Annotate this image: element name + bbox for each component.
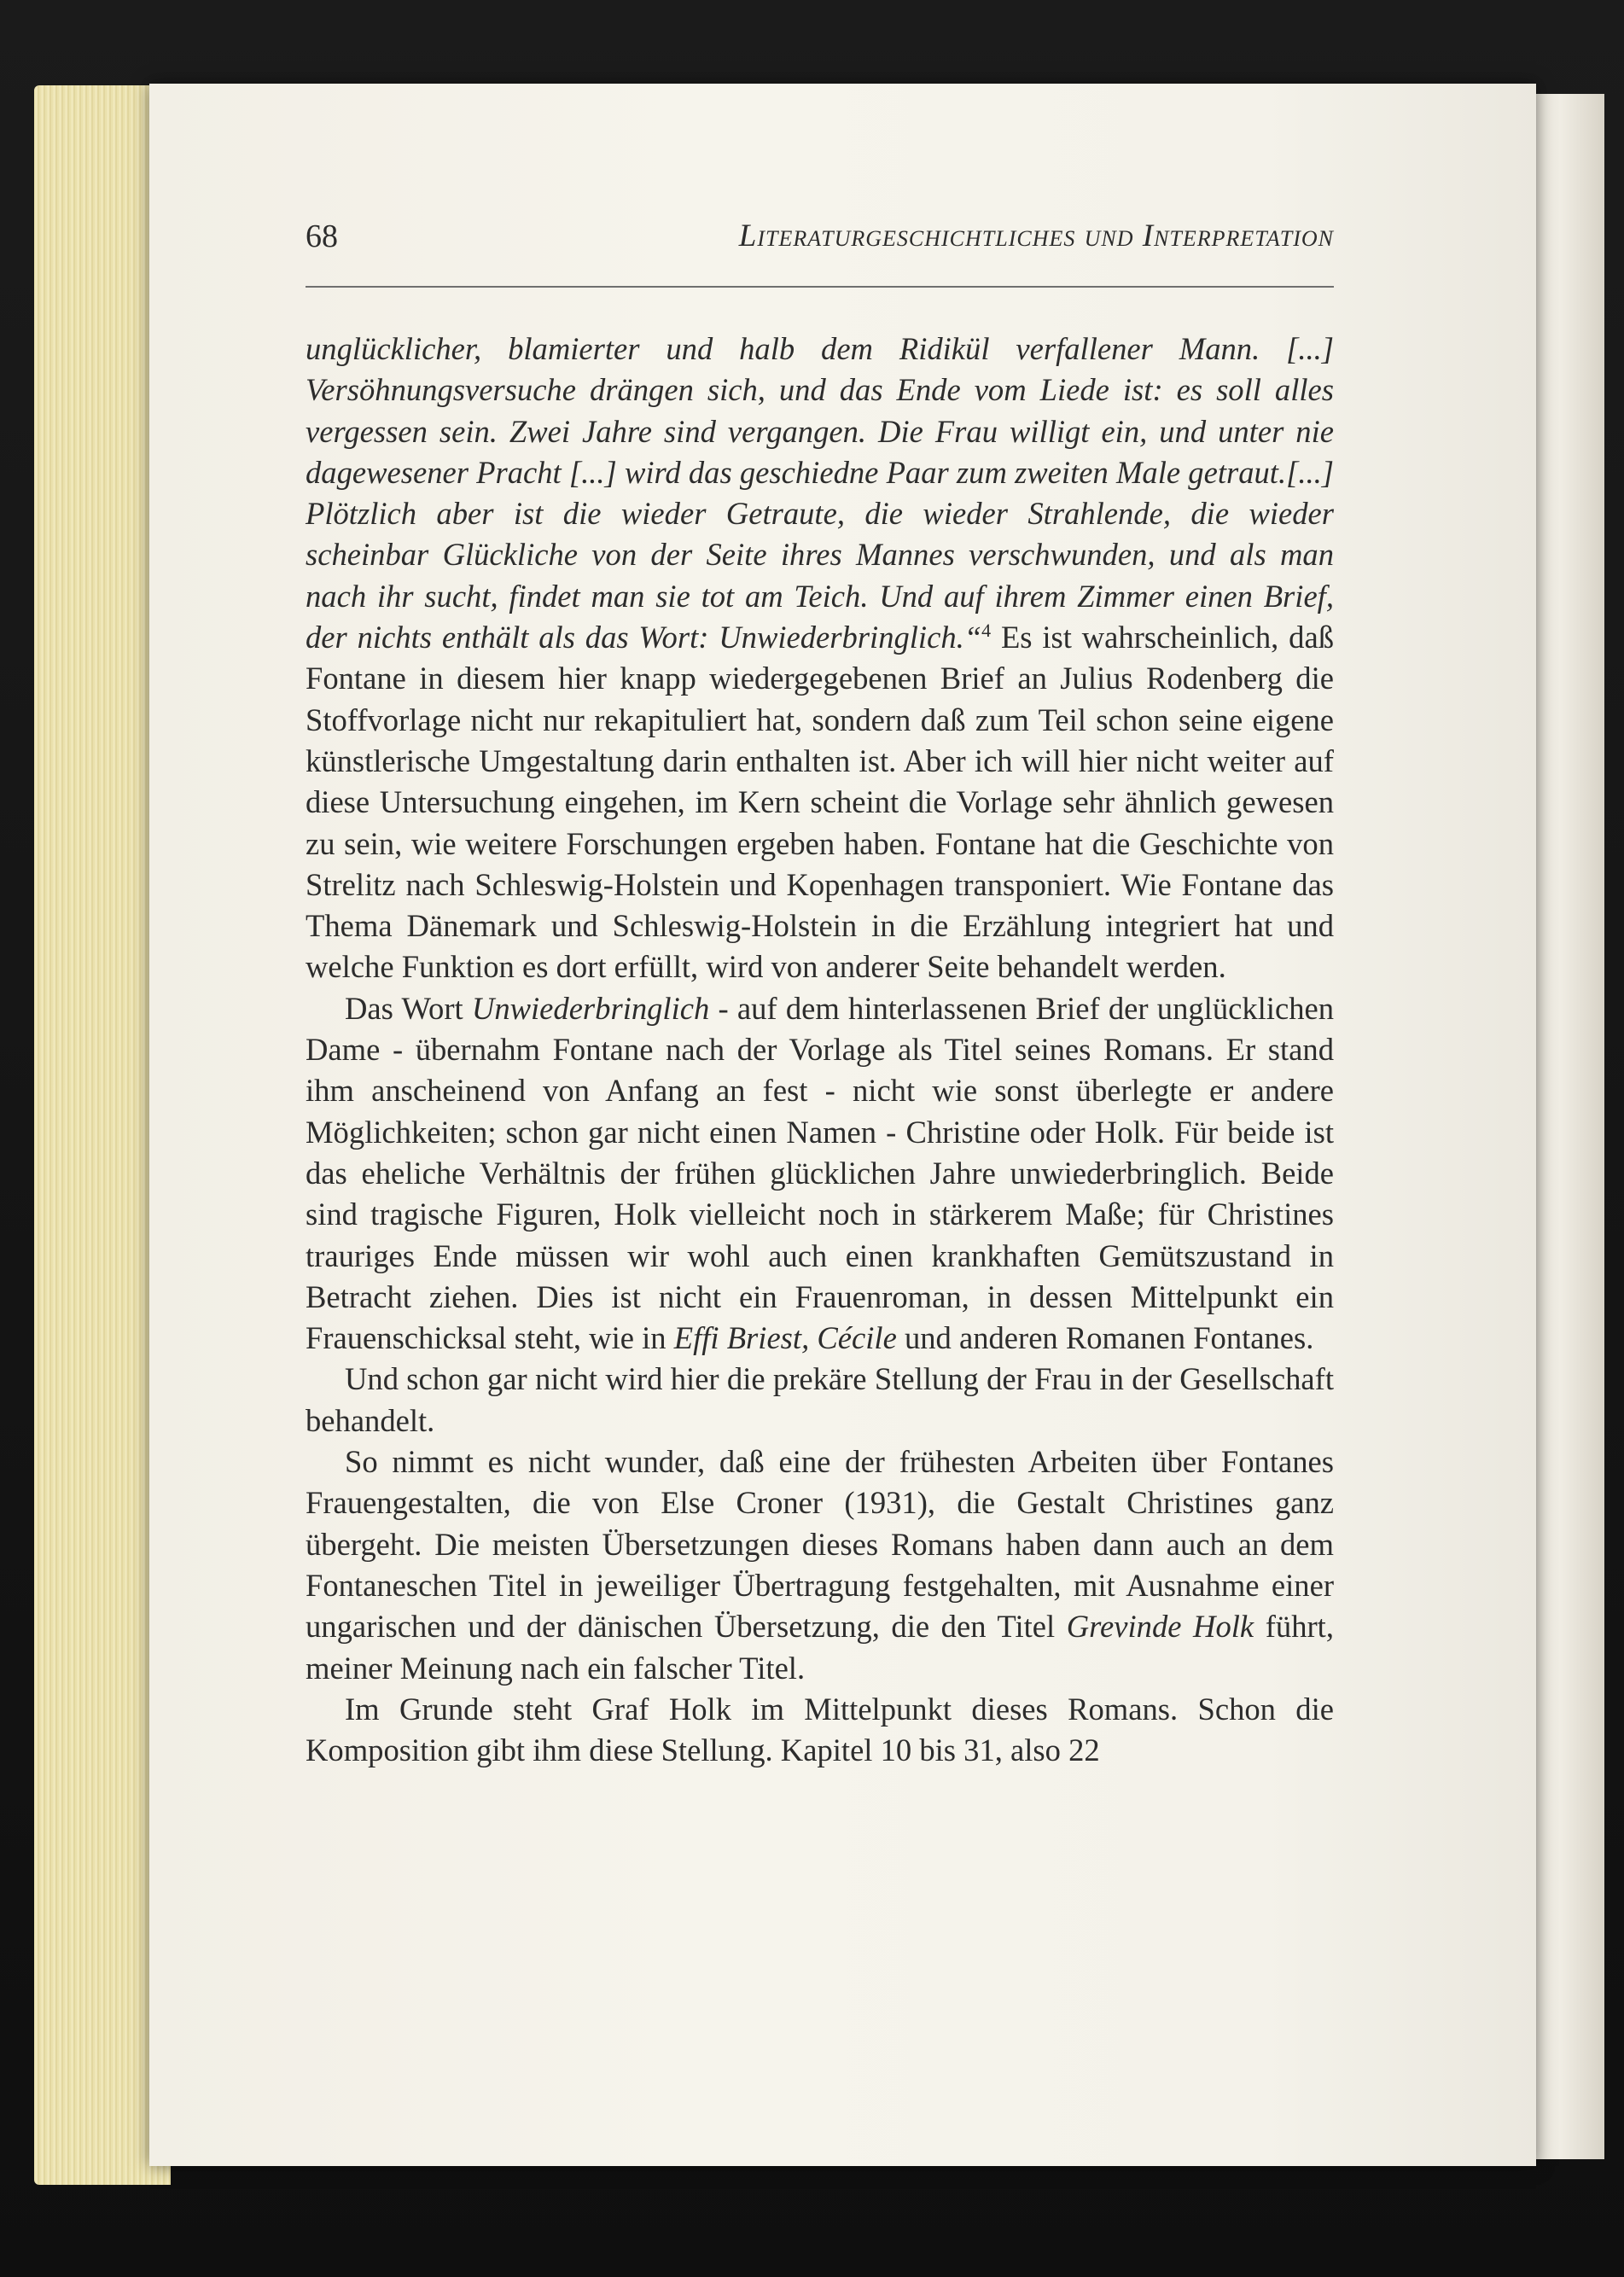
title-effi-briest-cecile: Effi Briest, Cécile — [673, 1320, 897, 1356]
title-unwiederbringlich: Unwiederbringlich — [471, 990, 710, 1026]
paragraph-1 — [306, 329, 1334, 988]
title-grevinde-holk: Grevinde Holk — [1066, 1609, 1254, 1645]
text-frame — [306, 218, 1334, 1771]
footnote-marker: 4 — [981, 619, 992, 641]
paragraph-3: Und schon gar nicht wird hier die prekäre Stellung der Frau in der Gesellschaft behandelt. — [306, 1361, 1334, 1438]
running-head — [306, 218, 1334, 288]
paragraph-1-rest: Es ist wahrscheinlich, daß Fontane in diesem hier knapp wiedergegebenen Brief an Julius Rodenberg die Stoffvorlage nicht nur rekapituliert hat, sondern daß zum Teil schon seine eigene künstlerische Umgestaltung darin enthalten ist. Aber ich will hier nicht weiter auf diese Untersuchung eingehen, im Kern scheint die Vorlage sehr ähnlich gewesen zu sein, wie weitere Forschungen ergeben haben. Fontane hat die Geschichte von Strelitz nach Schleswig-Holstein und Kopenhagen transponiert. Wie Fontane das Thema Dänemark und Schleswig-Holstein in die Erzählung integriert hat und welche Funktion es dort erfüllt, wird von anderer Seite behandelt werden. — [306, 620, 1334, 985]
paragraph-2: Das Wort Unwiederbringlich - auf dem hinterlassenen Brief der unglücklichen Dame - übernahm Fontane nach der Vorlage als Titel seines Romans. Er stand ihm anscheinend von Anfang an fest - nicht wie sonst überlegte er andere Möglichkeiten; schon gar nicht einen Namen - Christine oder Holk. Für beide ist das eheliche Verhältnis der frühen glücklichen Jahre unwiederbringlich. Beide sind tragische Figuren, Holk vielleicht noch in stärkerem Maße; für Christines trauriges Ende müssen wir wohl auch einen krankhaften Gemütszustand in Betracht ziehen. Dies ist nicht ein Frauenroman, in dessen Mittelpunkt ein Frauenschicksal steht, wie in Effi Briest, Cécile und anderen Romanen Fontanes. — [306, 990, 1335, 1356]
paragraph-4: So nimmt es nicht wunder, daß eine der frühesten Arbeiten über Fontanes Frauengestalten, die von Else Croner (1931), die Gestalt Christines ganz übergeht. Die meisten Übersetzungen dieses Romans haben dann auch an dem Fontaneschen Titel in jeweiliger Übertragung festgehalten, mit Ausnahme einer ungarischen und der dänischen Übersetzung, die den Titel Grevinde Holk führt, meiner Meinung nach ein falscher Titel. — [306, 1444, 1334, 1686]
page-number: 68 — [306, 218, 338, 254]
paragraph-5: Im Grunde steht Graf Holk im Mittelpunkt dieses Romans. Schon die Komposition gibt ihm diese Stellung. Kapitel 10 bis 31, also 22 — [306, 1691, 1334, 1768]
running-head-title: Literaturgeschichtliches und Interpretation — [738, 218, 1334, 253]
quoted-letter: unglücklicher, blamierter und halb dem Ridikül verfallener Mann. [...] Versöhnungsversuche drängen sich, und das Ende vom Liede ist: es soll alles vergessen sein. Zwei Jahre sind vergangen. Die Frau willigt ein, und unter nie dagewesener Pracht [...] wird das geschiedne Paar zum zweiten Male getraut.[...] Plötzlich aber ist die wieder Getraute, die wieder Strahlende, die wieder scheinbar Glückliche von der Seite ihres Mannes verschwunden, und als man nach ihr sucht, findet man sie tot am Teich. Und auf ihrem Zimmer einen Brief, der nichts enthält als das Wort: Unwiederbringlich.“ — [306, 331, 1334, 655]
body-text — [306, 329, 1334, 1771]
